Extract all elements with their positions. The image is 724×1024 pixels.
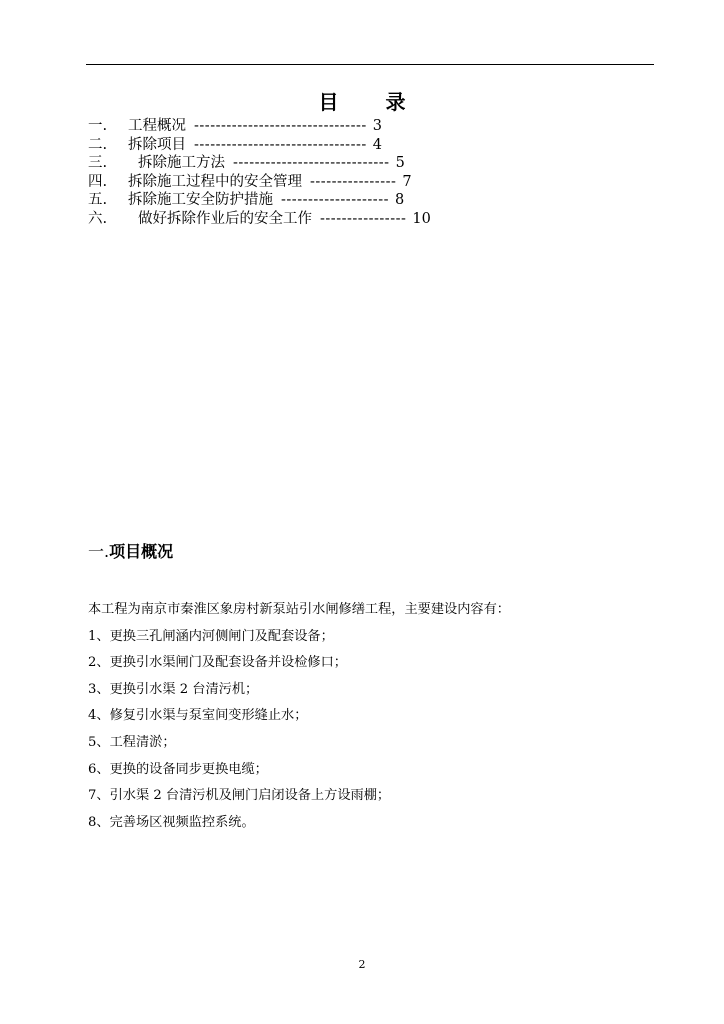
- toc-entry-leader: --------------------------------: [194, 136, 367, 153]
- toc-entry-label: 工程概况: [128, 118, 186, 134]
- toc-entry[interactable]: [88, 210, 648, 229]
- toc-entry-page: 3: [372, 118, 383, 134]
- section-title: 项目概况: [109, 542, 174, 561]
- toc-entry[interactable]: [88, 154, 648, 173]
- list-item: 6、更换的设备同步更换电缆；: [88, 761, 268, 777]
- header-rule: [86, 64, 654, 65]
- list-item: 7、引水渠 2 台清污机及闸门启闭设备上方设雨棚；: [88, 788, 391, 804]
- toc-entry-leader: --------------------------------: [194, 118, 367, 134]
- toc-entry-number: 三.: [88, 155, 108, 172]
- toc-entry-page: 8: [395, 192, 405, 209]
- list-item: 3、更换引水渠 2 台清污机；: [88, 681, 259, 697]
- section-heading: [88, 539, 173, 562]
- list-item: 2、更换引水渠闸门及配套设备并设检修口；: [88, 655, 347, 671]
- toc-entry-number: 一.: [88, 118, 108, 134]
- toc-entry-number: 四.: [88, 173, 108, 190]
- toc-entry-leader: ----------------: [320, 210, 407, 227]
- table-of-contents: [88, 117, 648, 229]
- toc-entry[interactable]: [88, 136, 648, 155]
- toc-entry-leader: ----------------: [310, 173, 397, 190]
- toc-entry-leader: -----------------------------: [233, 155, 390, 172]
- toc-title: 目 录: [318, 90, 426, 114]
- list-item: 8、完善场区视频监控系统。: [88, 814, 255, 830]
- toc-entry-page: 10: [412, 210, 431, 227]
- toc-entry-label: 拆除施工方法: [138, 155, 225, 172]
- toc-entry-label: 拆除施工过程中的安全管理: [128, 173, 302, 190]
- toc-entry-leader: --------------------: [281, 192, 389, 209]
- list-item: 1、更换三孔闸涵内河侧闸门及配套设备；: [88, 628, 334, 644]
- toc-entry-number: 六.: [88, 210, 108, 227]
- toc-entry-label: 做好拆除作业后的安全工作: [138, 210, 312, 227]
- toc-entry[interactable]: [88, 173, 648, 192]
- list-item: 4、修复引水渠与泵室间变形缝止水；: [88, 708, 308, 724]
- toc-entry[interactable]: [88, 117, 648, 136]
- section-number: 一.: [88, 542, 110, 561]
- toc-entry-label: 拆除项目: [128, 136, 186, 153]
- toc-entry-number: 五.: [88, 192, 108, 209]
- toc-entry-page: 5: [395, 155, 405, 172]
- toc-entry-page: 7: [402, 173, 412, 190]
- section-body: [88, 597, 648, 836]
- toc-entry-number: 二.: [88, 136, 108, 153]
- toc-entry-label: 拆除施工安全防护措施: [128, 192, 273, 209]
- list-item: 5、工程清淤；: [88, 734, 176, 750]
- page-number: 2: [358, 958, 366, 971]
- toc-entry[interactable]: [88, 191, 648, 210]
- toc-entry-page: 4: [372, 136, 383, 153]
- intro-paragraph: 本工程为南京市秦淮区象房村新泵站引水闸修缮工程，主要建设内容有：: [88, 602, 510, 617]
